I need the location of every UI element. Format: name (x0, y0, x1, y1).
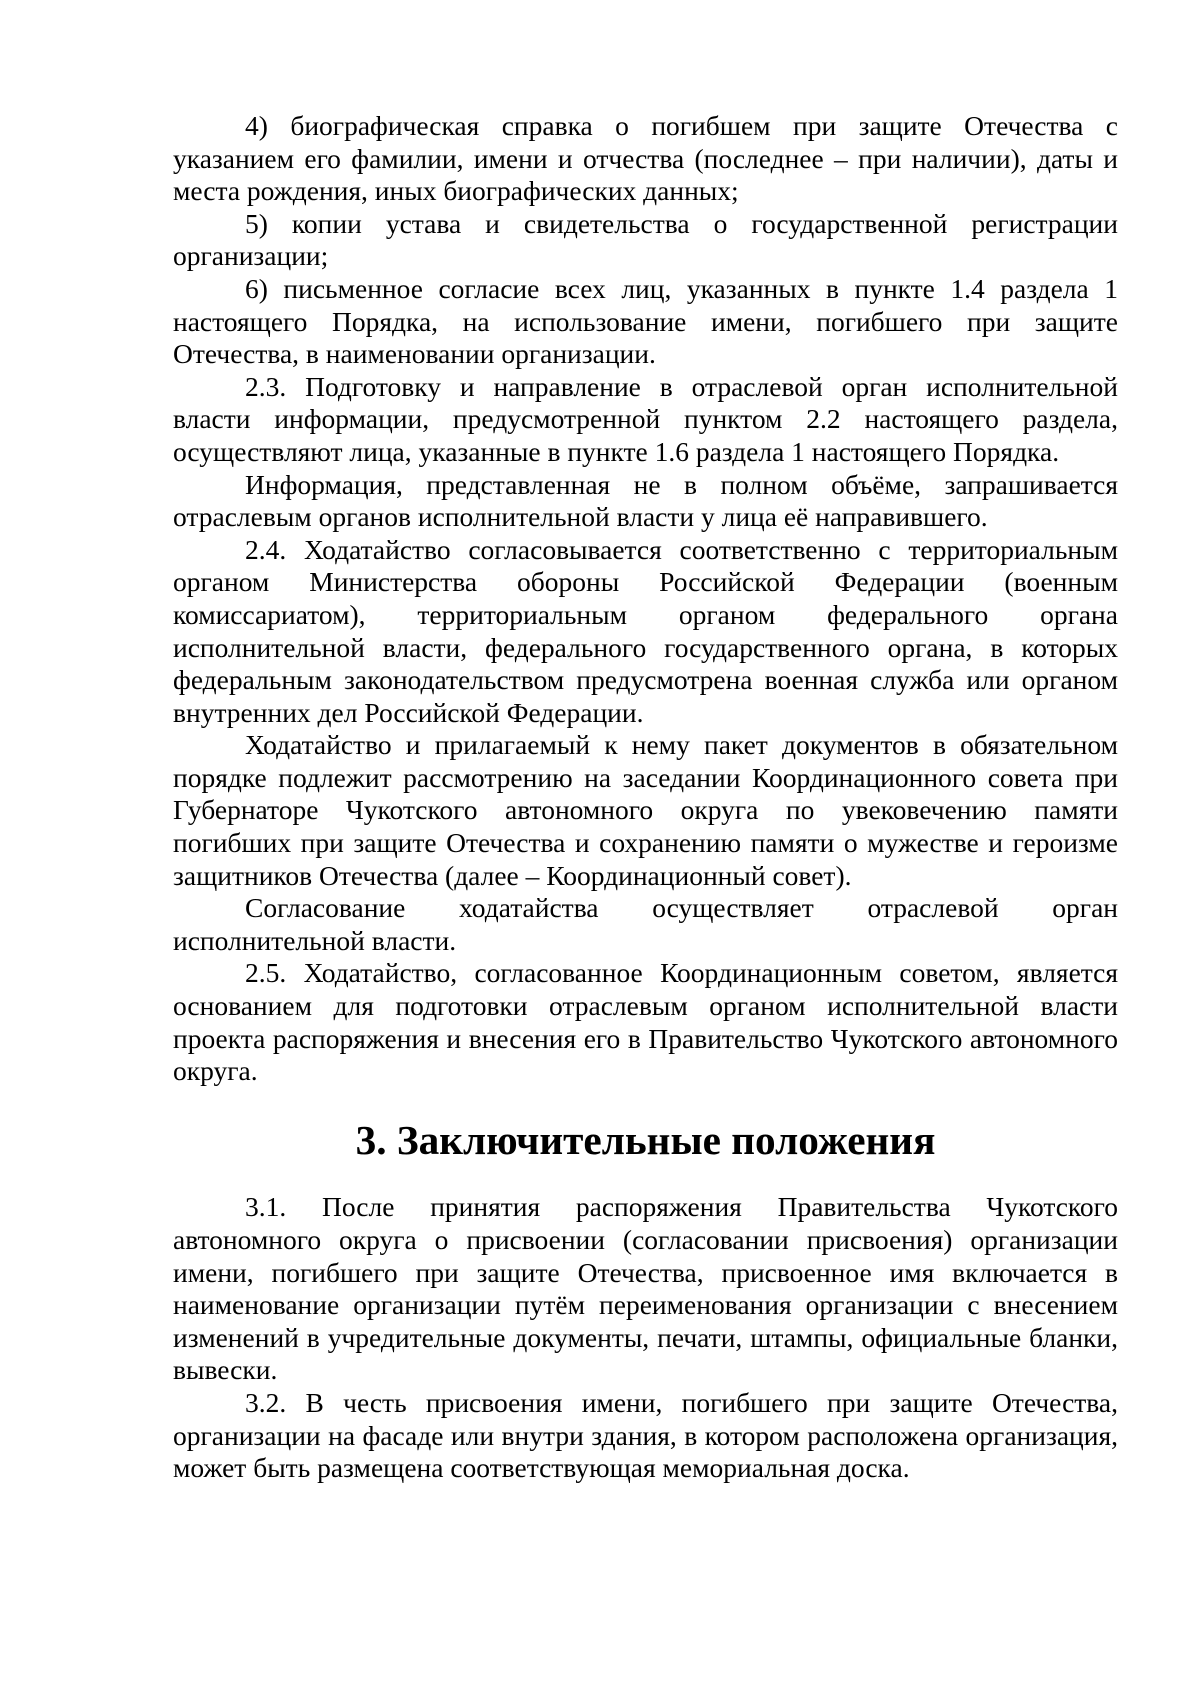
document-body (173, 110, 1118, 1485)
clause-3-2: 3.2. В честь присвоения имени, погибшего при защите Отечества, организации на фасаде или внутри здания, в котором расположена организация, может быть размещена соответствующая мемориальная доска. (173, 1386, 1118, 1484)
clause-2-5: 2.5. Ходатайство, согласованное Координационным советом, является основанием для подготовки отраслевым органом исполнительной власти проекта распоряжения и внесения его в Правительство Чукотского автономного округа. (173, 957, 1118, 1087)
section-3-heading: 3. Заключительные положения (355, 1116, 936, 1163)
clause-2-3-incomplete-info: Информация, представленная не в полном объёме, запрашивается отраслевым органов исполнительной власти у лица её направившего. (173, 468, 1118, 533)
clause-2-4: 2.4. Ходатайство согласовывается соответственно с территориальным органом Министерства обороны Российской Федерации (военным комиссариатом), территориальным органом федерального органа исполнительной власти, федерального государственного органа, в которых федеральным законодательством предусмотрена военная служба или органом внутренних дел Российской Федерации. (173, 533, 1118, 728)
list-item-4-biography: 4) биографическая справка о погибшем при защите Отечества с указанием его фамилии, имени и отчества (последнее – при наличии), даты и места рождения, иных биографических данных; (173, 110, 1118, 207)
clause-2-4-coordination-council: Ходатайство и прилагаемый к нему пакет документов в обязательном порядке подлежит рассмотрению на заседании Координационного совета при Губернаторе Чукотского автономного округа по увековечению памяти погибших при защите Отечества и сохранению памяти о мужестве и героизме защитников Отечества (далее – Координационный совет). (173, 729, 1118, 891)
list-item-5-charter-copies: 5) копии устава и свидетельства о государственной регистрации организации; (173, 207, 1118, 272)
clause-2-3: 2.3. Подготовку и направление в отраслевой орган исполнительной власти информации, предусмотренной пунктом 2.2 настоящего раздела, осуществляют лица, указанные в пункте 1.6 раздела 1 настоящего Порядка. (173, 370, 1118, 467)
list-item-6-written-consent: 6) письменное согласие всех лиц, указанных в пункте 1.4 раздела 1 настоящего Порядка, на использование имени, погибшего при защите Отечества, в наименовании организации. (173, 272, 1118, 370)
clause-2-4-approval: Согласование ходатайства осуществляет отраслевой орган исполнительной власти. (173, 892, 1118, 956)
clause-3-1: 3.1. После принятия распоряжения Правительства Чукотского автономного округа о присвоении (согласовании присвоения) организации имени, погибшего при защите Отечества, присвоенное имя включается в наименование организации путём переименования организации с внесением изменений в учредительные документы, печати, штампы, официальные бланки, вывески. (173, 1191, 1118, 1386)
